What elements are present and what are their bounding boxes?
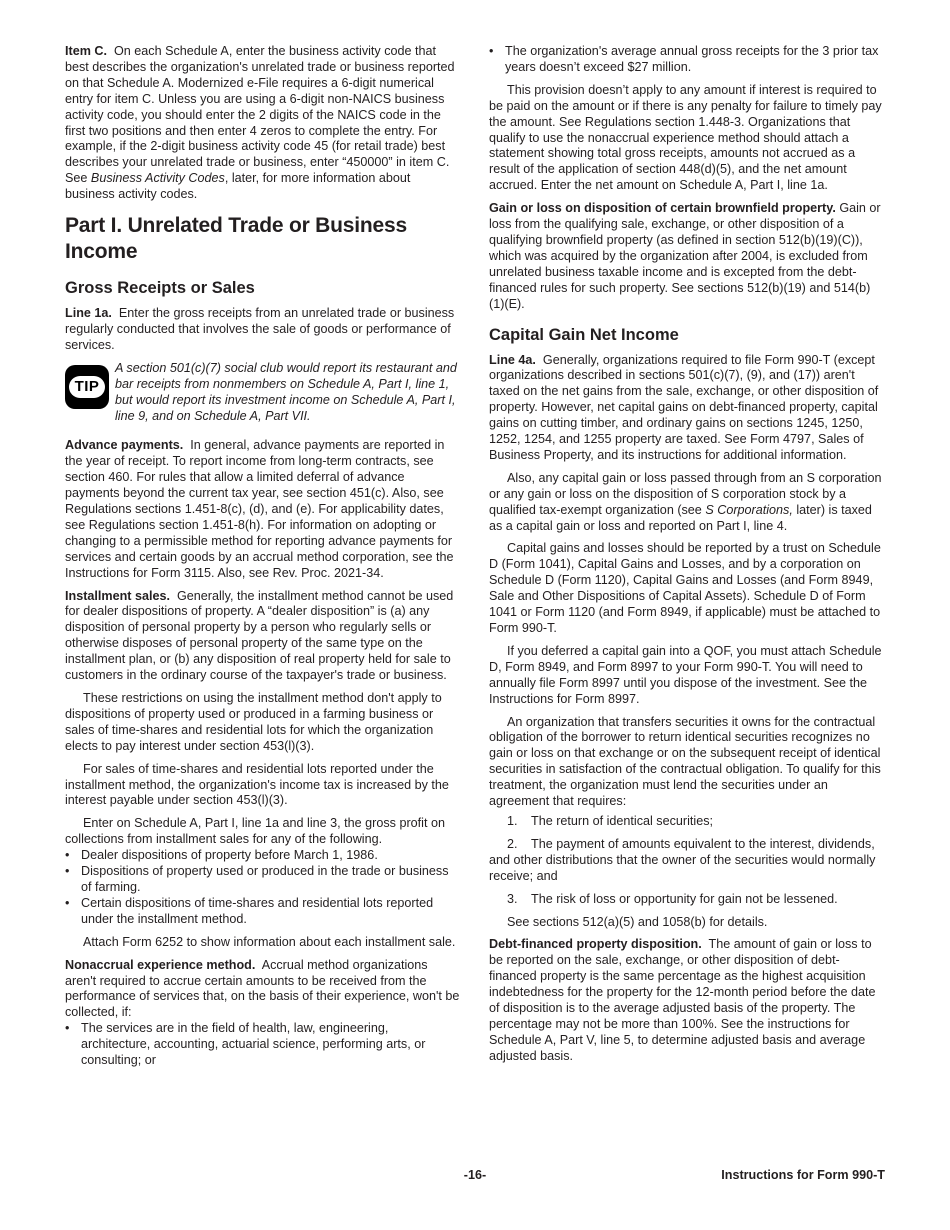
item-text: The risk of loss or opportunity for gain not be lessened. [531, 891, 838, 906]
paragraph: This provision doesn’t apply to any amount if interest is required to be paid on the amount or if there is any penalty for failure to timely pay the amount. See Regulations section 1.448-3. Organizations that qualify to use the nonaccrual experience method should attach a statement showing total gross receipts, amounts not accrued as a result of the application of section 448(d)(5), and the net amount accrued. Enter the net amount on Schedule A, Part I, line 1a. [489, 82, 882, 193]
paragraph-text: , later, for more information about business activity codes. [65, 171, 411, 202]
paragraph-text: On each Schedule A, enter the business activity code that best describes the organization's unrelated trade or business reported on that Schedule A. Modernized e-File requires a 6-digit numerical entry for item C. Unless you are using a 6-digit non-NAICS business activity code, you should enter the 2 digits of the NAICS code in the first two positions and then enter 4 zeros to complete the entry. For example, if the 2-digit business activity code 45 (for retail trade) best describes your unrelated trade or business, enter “450000” in item C. See [65, 44, 455, 186]
debt-financed-paragraph [489, 937, 885, 1064]
bullet-icon: • [65, 1021, 70, 1036]
bullet-item [65, 896, 461, 928]
tip-icon [65, 365, 109, 409]
item-number: 1. [507, 813, 518, 828]
paragraph-text: Accrual method organizations aren't required to accrue certain amounts to be received from the performance of services that, on the basis of their experience, won't be collected, if: [65, 957, 460, 1020]
gross-receipts-heading: Gross Receipts or Sales [65, 279, 255, 298]
item-number: 2. [507, 836, 518, 851]
brownfield-paragraph [489, 201, 885, 312]
paragraph: See sections 512(a)(5) and 1058(b) for details. [507, 914, 768, 929]
item-number: 3. [507, 891, 518, 906]
paragraph-text: later) is taxed as a capital gain or loss and reported on Part I, line 4. [489, 502, 872, 533]
right-column [489, 44, 885, 1072]
advance-payments-paragraph [65, 438, 461, 581]
paragraph-text: Also, any capital gain or loss passed through from an S corporation or any gain or loss on the disposition of S corporation stock by a qualified tax-exempt organization (see [489, 470, 882, 517]
cross-reference: S Corporations, [705, 502, 793, 517]
paragraph: An organization that transfers securities it owns for the contractual obligation of the borrower to return identical securities recognizes no gain or loss on that exchange or on the subsequent receipt of identical securities in satisfaction of the contractual obligation. To qualify for this treatment, the organization must lend the securities under an agreement that requires: [489, 714, 881, 809]
paragraph-text: Generally, organizations required to file Form 990-T (except organizations described in sections 501(c)(7), (9), and (17)) aren't taxed on the net gains from the sale, exchange, or other disposition of property. However, net capital gains on debt-financed property, capital gains on cutting timber, and ordinary gains on sections 1245, 1250, 1252, 1254, and 1255 property are taxed. See Form 4797, Sales of Business Property, and its instructions for additional information. [489, 352, 879, 462]
form-name: Instructions for Form 990-T [721, 1168, 885, 1182]
page-footer [65, 1168, 885, 1186]
bullet-text: The organization's average annual gross receipts for the 3 prior tax years doesn’t exceed $27 million. [505, 44, 879, 74]
paragraph: If you deferred a capital gain into a QOF, you must attach Schedule D, Form 8949, and Form 8997 to your Form 990-T. You will need to annually file Form 8997 until you dispose of the investment. See the Instructions for Form 8997. [489, 643, 882, 706]
bullet-icon: • [65, 895, 70, 910]
bullet-item [65, 864, 461, 896]
run-in-heading: Installment sales. [65, 588, 170, 603]
line-4a-paragraph [489, 353, 885, 464]
run-in-heading: Item C. [65, 44, 107, 58]
s-corporation-paragraph [489, 471, 885, 535]
bullet-text: The services are in the field of health, law, engineering, architecture, accounting, actuarial science, performing arts, or consulting; or [81, 1021, 426, 1068]
bullet-icon: • [489, 44, 494, 58]
tip-icon-label: TIP [69, 376, 105, 398]
tip-note [65, 361, 461, 425]
run-in-heading: Nonaccrual experience method. [65, 957, 256, 972]
paragraph: Capital gains and losses should be reported by a trust on Schedule D (Form 1041), Capital Gains and Losses, and by a corporation on Schedule D (Form 1120), Capital Gains and Losses (and Form 8949, Sale and Other Dispositions of Capital Assets). Schedule D of Form 1041 or Form 1120 (and Form 8949, if applicable) must be attached to Form 990-T. [489, 541, 881, 635]
bullet-item [489, 44, 885, 76]
item-c-paragraph [65, 44, 461, 203]
bullet-item [65, 848, 461, 864]
run-in-heading: Line 4a. [489, 352, 536, 367]
bullet-text: Certain dispositions of time-shares and residential lots reported under the installment method. [81, 895, 434, 926]
numbered-item [489, 814, 885, 830]
bullet-icon: • [65, 864, 70, 879]
paragraph-text: In general, advance payments are reported in the year of receipt. To report income from long-term contracts, see section 460. For rules that allow a limited deferral of advance payments beyond the current tax year, see section 451(c). Also, see Regulations sections 1.451-8(c), (d), and (e). For applicability dates, see Regulations section 1.451-8(h). For information on adopting or changing to a permissible method for reporting advance payments for services and certain goods by an accrual method corporation, see the Instructions for Form 3115. Also, see Rev. Proc. 2021-34. [65, 438, 454, 580]
paragraph-text: Generally, the installment method cannot be used for dealer dispositions of property. A “dealer disposition” is (a) any disposition of personal property by a person who regularly sells or otherwise disposes of personal property of the same type on the installment plan, or (b) any disposition of real property held for sale to customers in the ordinary course of the taxpayer's trade or business. [65, 588, 454, 683]
paragraph-text: Gain or loss from the qualifying sale, exchange, or other disposition of a qualifying brownfield property (as defined in section 512(b)(19)(C)), which was acquired by the organization after 2004, is excluded from unrelated business taxable income and is excepted from the debt-financed rules for such property. See sections 512(b)(19) and 514(b)(1)(E). [489, 201, 881, 311]
paragraph-text: Enter the gross receipts from an unrelated trade or business regularly conducted that involves the sale of goods or performance of services. [65, 306, 455, 352]
paragraph: These restrictions on using the installment method don't apply to dispositions of property used or produced in a farming business or sales of time-shares and residential lots for which the organization elects to pay interest under section 453(l)(3). [65, 691, 442, 753]
nonaccrual-paragraph [65, 958, 461, 1022]
part-i-title: Part I. Unrelated Trade or Business Income [65, 214, 407, 264]
bullet-text: Dealer dispositions of property before March 1, 1986. [81, 848, 378, 863]
numbered-item [489, 837, 885, 885]
installment-sales-paragraph [65, 589, 461, 684]
cross-reference: Business Activity Codes [90, 171, 225, 186]
capital-gain-heading: Capital Gain Net Income [489, 325, 679, 344]
left-column [65, 44, 461, 1069]
run-in-heading: Advance payments. [65, 438, 184, 453]
numbered-item [489, 892, 885, 908]
paragraph-text: The amount of gain or loss to be reported on the sale, exchange, or other disposition of debt-financed property is the same percentage as the highest acquisition indebtedness for the property for the 12-month period before the date of disposition is to the average adjusted basis of the property. The percentage may not be more than 100%. See the instructions for Schedule A, Part V, line 5, to determine adjusted basis and average adjusted basis. [489, 937, 876, 1063]
run-in-heading: Line 1a. [65, 306, 112, 321]
paragraph: Attach Form 6252 to show information about each installment sale. [83, 934, 456, 949]
item-text: The payment of amounts equivalent to the interest, dividends, and other distributions that the owner of the securities would normally receive; and [489, 836, 876, 883]
bullet-item [65, 1021, 461, 1069]
paragraph: For sales of time-shares and residential lots reported under the installment method, the organization's income tax is increased by the interest payable under section 453(l)(3). [65, 761, 449, 808]
page-number: -16- [463, 1168, 487, 1182]
run-in-heading: Debt-financed property disposition. [489, 937, 702, 952]
tip-text: A section 501(c)(7) social club would report its restaurant and bar receipts from nonmembers on Schedule A, Part I, line 1, but would report its investment income on Schedule A, Part I, line 9, and on Schedule A, Part VII. [115, 360, 457, 423]
item-text: The return of identical securities; [531, 813, 713, 828]
run-in-heading: Gain or loss on disposition of certain brownfield property. [489, 201, 836, 216]
paragraph: Enter on Schedule A, Part I, line 1a and line 3, the gross profit on collections from installment sales for any of the following. [65, 816, 445, 847]
line-1a-paragraph [65, 306, 461, 354]
bullet-text: Dispositions of property used or produced in the trade or business of farming. [81, 864, 449, 894]
bullet-icon: • [65, 848, 70, 863]
